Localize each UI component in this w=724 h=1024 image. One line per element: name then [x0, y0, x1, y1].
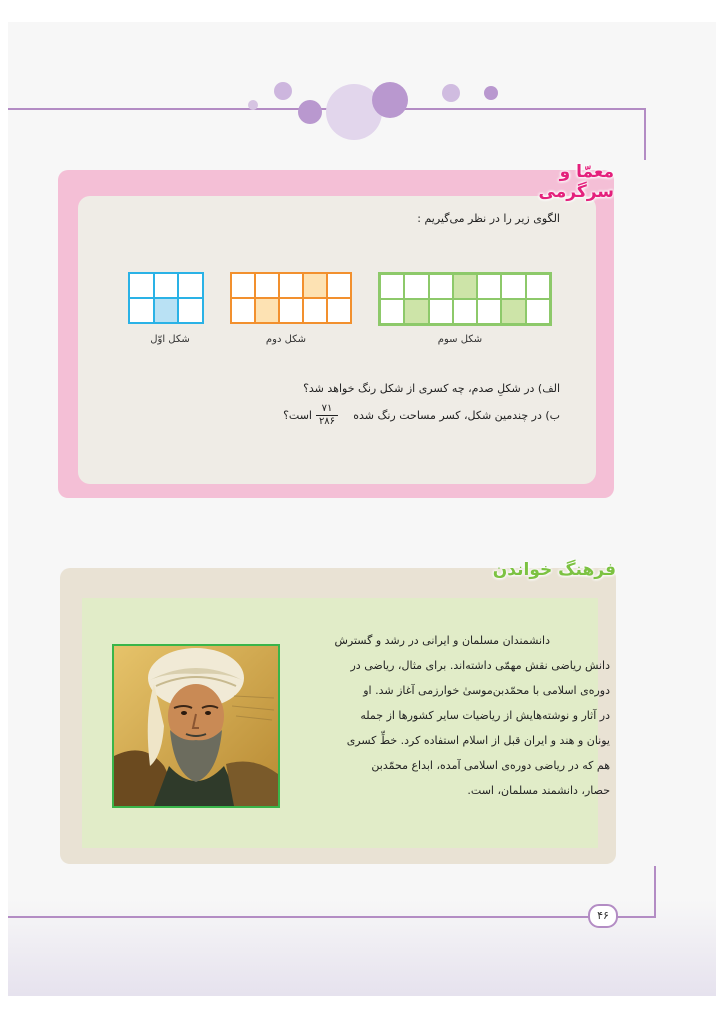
puzzle-intro: الگوی زیر را در نظر می‌گیریم :	[417, 212, 560, 225]
culture-line-1: دانشمندان مسلمان و ایرانی در رشد و گسترش	[334, 634, 550, 647]
decor-dot	[274, 82, 292, 100]
grid-cell-shaded	[501, 299, 525, 324]
grid-cell	[178, 298, 203, 323]
fraction-numerator: ۷۱	[316, 403, 338, 416]
grid-cell	[380, 274, 404, 299]
grid-cell	[501, 274, 525, 299]
puzzle-section-title: معمّا و سرگرمی	[538, 162, 614, 202]
grid-cell	[453, 299, 477, 324]
figure-2-grid	[230, 272, 352, 324]
grid-cell	[477, 299, 501, 324]
decor-dot	[484, 86, 498, 100]
decor-dot	[248, 100, 258, 110]
grid-cell	[129, 273, 154, 298]
grid-cell	[231, 298, 255, 323]
grid-cell	[279, 298, 303, 323]
culture-line-5: یونان و هند و ایران قبل از اسلام استفاده کرد. خطِّ کسری	[346, 734, 610, 747]
grid-cell-shaded	[303, 273, 327, 298]
decor-bottom-vertical-line	[654, 866, 656, 918]
decor-bottom-line	[8, 916, 654, 918]
figure-1-caption: شکل اوّل	[150, 334, 190, 345]
grid-cell	[255, 273, 279, 298]
grid-cell	[327, 298, 351, 323]
grid-cell	[303, 298, 327, 323]
grid-cell	[231, 273, 255, 298]
grid-cell-shaded	[255, 298, 279, 323]
decor-dot	[442, 84, 460, 102]
grid-cell-shaded	[154, 298, 179, 323]
question-b-end: است؟	[283, 409, 312, 422]
grid-cell-shaded	[453, 274, 477, 299]
decor-dot	[298, 100, 322, 124]
page-number: ۴۶	[588, 904, 618, 928]
culture-line-3: دوره‌ی اسلامی با محمّدبن‌موسیٰ خوارزمی آغاز شد. او	[363, 684, 610, 697]
grid-cell	[129, 298, 154, 323]
figure-3-grid	[378, 272, 552, 326]
grid-cell	[526, 299, 550, 324]
grid-cell	[429, 299, 453, 324]
portrait-image	[112, 644, 280, 808]
grid-cell	[154, 273, 179, 298]
figure-1-grid	[128, 272, 204, 324]
grid-cell	[477, 274, 501, 299]
grid-cell	[327, 273, 351, 298]
figure-2-caption: شکل دوم	[265, 334, 307, 345]
grid-cell	[404, 274, 428, 299]
fraction-denominator: ۲۸۶	[318, 416, 336, 427]
question-b: ب) در چندمین شکل، کسر مساحت رنگ شده	[353, 409, 560, 422]
grid-cell	[380, 299, 404, 324]
culture-section-title: فرهنگ خواندن	[492, 560, 616, 580]
decor-dot	[372, 82, 408, 118]
culture-line-7: حصار، دانشمند مسلمان، است.	[467, 784, 610, 797]
grid-cell	[178, 273, 203, 298]
culture-line-4: در آثار و نوشته‌هایش از ریاضیات سایر کشورها از جمله	[360, 709, 610, 722]
figure-3-caption: شکل سوم	[437, 334, 483, 345]
question-a: الف) در شکلِ صدم، چه کسری از شکل رنگ خواهد شد؟	[303, 382, 560, 395]
grid-cell-shaded	[404, 299, 428, 324]
grid-cell	[279, 273, 303, 298]
decor-top-vertical-line	[644, 108, 646, 160]
fraction	[316, 403, 338, 428]
grid-cell	[429, 274, 453, 299]
culture-line-2: دانش ریاضی نقش مهمّی داشته‌اند. برای مثال، ریاضی در	[350, 659, 610, 672]
culture-line-6: هم که در ریاضی دوره‌ی اسلامی آمده، ابداع محمّدبن	[371, 759, 610, 772]
grid-cell	[526, 274, 550, 299]
